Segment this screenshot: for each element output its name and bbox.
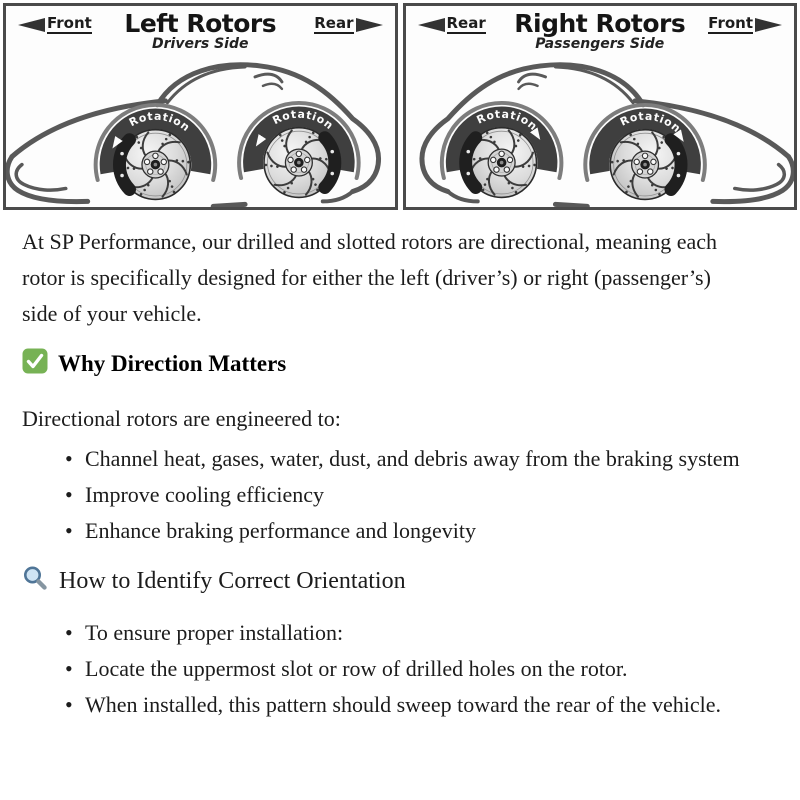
heading-text: How to Identify Correct Orientation [59, 568, 406, 594]
white-check-mark-icon [22, 348, 48, 379]
left-car-illustration [6, 53, 395, 210]
front-direction-indicator [708, 16, 782, 34]
list-item: • Channel heat, gases, water, dust, and debris away from the braking system [65, 441, 765, 477]
list-item: • To ensure proper installation: [65, 615, 765, 651]
how-to-identify-heading [22, 565, 770, 597]
list-item: • Enhance braking performance and longevity [65, 513, 765, 549]
list-item: • When installed, this pattern should sweep toward the rear of the vehicle. [65, 687, 765, 723]
front-direction-indicator [18, 16, 92, 34]
right-panel-header [406, 6, 795, 55]
front-label: Front [708, 14, 753, 32]
benefits-list [22, 441, 765, 549]
article-body [0, 224, 800, 723]
left-rotors-panel [3, 3, 398, 210]
front-label: Front [47, 14, 92, 32]
right-rotors-panel [403, 3, 798, 210]
engineered-to-lead: Directional rotors are engineered to: [22, 406, 341, 431]
rear-label: Rear [446, 14, 486, 32]
list-item: • Improve cooling efficiency [65, 477, 765, 513]
right-panel-subtitle: Passengers Side [535, 35, 665, 52]
left-arrow-icon [18, 18, 45, 32]
left-panel-subtitle: Drivers Side [152, 35, 249, 52]
intro-paragraph: At SP Performance, our drilled and slotted rotors are directional, meaning each rotor is specifically designed for either the left (driver’s) or right (passenger’s) side of your vehicle. [22, 229, 718, 326]
right-panel-title: Right Rotors [514, 9, 686, 38]
why-direction-matters-heading [22, 348, 770, 379]
rotation-label: Rotation [270, 107, 337, 133]
rotor-direction-diagram [0, 0, 800, 210]
left-arrow-icon [418, 18, 445, 32]
rotation-label: Rotation [126, 109, 193, 135]
magnifying-glass-icon [22, 565, 49, 597]
rear-direction-indicator [418, 16, 486, 34]
rear-direction-indicator [314, 16, 382, 34]
left-panel-title: Left Rotors [124, 9, 277, 38]
list-item: • Locate the uppermost slot or row of drilled holes on the rotor. [65, 651, 765, 687]
rotation-label: Rotation [474, 107, 540, 134]
right-arrow-icon [755, 18, 782, 32]
left-panel-header [6, 6, 395, 55]
orientation-steps-list [22, 615, 765, 723]
rotation-label: Rotation [617, 109, 683, 136]
right-car-illustration [406, 53, 795, 210]
right-arrow-icon [356, 18, 383, 32]
heading-text: Why Direction Matters [58, 350, 287, 376]
rear-label: Rear [314, 14, 354, 32]
